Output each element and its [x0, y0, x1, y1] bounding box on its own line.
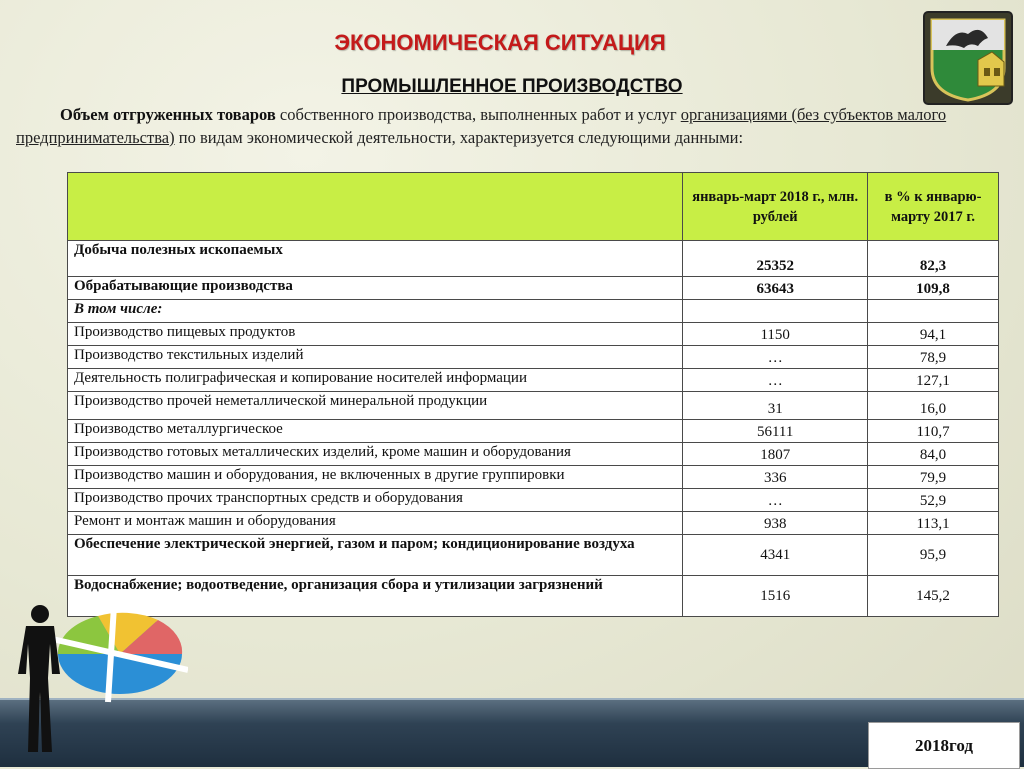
- production-table: [67, 172, 999, 617]
- table-row: [68, 512, 999, 535]
- row-label: Производство готовых металлических изделий, кроме машин и оборудования: [68, 443, 683, 466]
- row-label: Производство пищевых продуктов: [68, 323, 683, 346]
- intro-bold-text: Объем отгруженных товаров: [60, 105, 276, 124]
- row-percent: 82,3: [868, 241, 999, 277]
- row-percent: 110,7: [868, 420, 999, 443]
- row-value: …: [683, 346, 868, 369]
- page-title: ЭКОНОМИЧЕСКАЯ СИТУАЦИЯ: [334, 30, 666, 55]
- row-label: Обеспечение электрической энергией, газом и паром; кондиционирование воздуха: [68, 535, 683, 576]
- table-row: [68, 443, 999, 466]
- row-percent: 84,0: [868, 443, 999, 466]
- row-percent: 79,9: [868, 466, 999, 489]
- row-value: 938: [683, 512, 868, 535]
- row-percent: 95,9: [868, 535, 999, 576]
- table-row: [68, 300, 999, 323]
- intro-underlined-text: организациями (без субъектов малого предпринимательства): [16, 105, 947, 147]
- table-header-row: [68, 173, 999, 241]
- section-subtitle: ПРОМЫШЛЕННОЕ ПРОИЗВОДСТВО: [341, 76, 683, 97]
- table-row: [68, 466, 999, 489]
- row-label: Ремонт и монтаж машин и оборудования: [68, 512, 683, 535]
- row-label: Добыча полезных ископаемых: [68, 241, 683, 277]
- row-value: 4341: [683, 535, 868, 576]
- row-value: 56111: [683, 420, 868, 443]
- row-value: 1516: [683, 576, 868, 617]
- row-value: 25352: [683, 241, 868, 277]
- row-label: Производство прочих транспортных средств и оборудования: [68, 489, 683, 512]
- row-label: Производство машин и оборудования, не включенных в другие группировки: [68, 466, 683, 489]
- year-label: 2018год: [868, 722, 1020, 769]
- row-value: 31: [683, 392, 868, 420]
- table-row: [68, 489, 999, 512]
- intro-text-1: собственного производства, выполненных работ и услуг: [275, 105, 681, 124]
- table-row: [68, 535, 999, 576]
- row-label: Производство металлургическое: [68, 420, 683, 443]
- row-percent: 145,2: [868, 576, 999, 617]
- intro-text-2: по видам экономической деятельности, характеризуется следующими данными:: [174, 128, 744, 147]
- row-value: …: [683, 489, 868, 512]
- row-value: 63643: [683, 277, 868, 300]
- header-cell-value: январь-март 2018 г., млн. рублей: [683, 173, 868, 241]
- table-row: [68, 277, 999, 300]
- table-row: [68, 420, 999, 443]
- table-row: [68, 369, 999, 392]
- table-row: [68, 323, 999, 346]
- row-value: 1150: [683, 323, 868, 346]
- row-percent: 113,1: [868, 512, 999, 535]
- row-percent: 78,9: [868, 346, 999, 369]
- row-percent: 52,9: [868, 489, 999, 512]
- row-label: Производство прочей неметаллической минеральной продукции: [68, 392, 683, 420]
- table-row: [68, 346, 999, 369]
- row-percent: 109,8: [868, 277, 999, 300]
- businessman-silhouette: [14, 602, 66, 752]
- row-value: 336: [683, 466, 868, 489]
- row-label: Водоснабжение; водоотведение, организация сбора и утилизации загрязнений: [68, 576, 683, 617]
- row-percent: 127,1: [868, 369, 999, 392]
- header-cell-activity: [68, 173, 683, 241]
- row-label: Деятельность полиграфическая и копирование носителей информации: [68, 369, 683, 392]
- row-value: 1807: [683, 443, 868, 466]
- row-label: Производство текстильных изделий: [68, 346, 683, 369]
- row-percent: 16,0: [868, 392, 999, 420]
- row-label: В том числе:: [68, 300, 683, 323]
- row-percent: [868, 300, 999, 323]
- row-value: …: [683, 369, 868, 392]
- table-row: [68, 241, 999, 277]
- row-value: [683, 300, 868, 323]
- row-percent: 94,1: [868, 323, 999, 346]
- table-row: [68, 392, 999, 420]
- row-label: Обрабатывающие производства: [68, 277, 683, 300]
- intro-paragraph: [16, 103, 996, 149]
- table-row: [68, 576, 999, 617]
- header-cell-percent: в % к январю-марту 2017 г.: [868, 173, 999, 241]
